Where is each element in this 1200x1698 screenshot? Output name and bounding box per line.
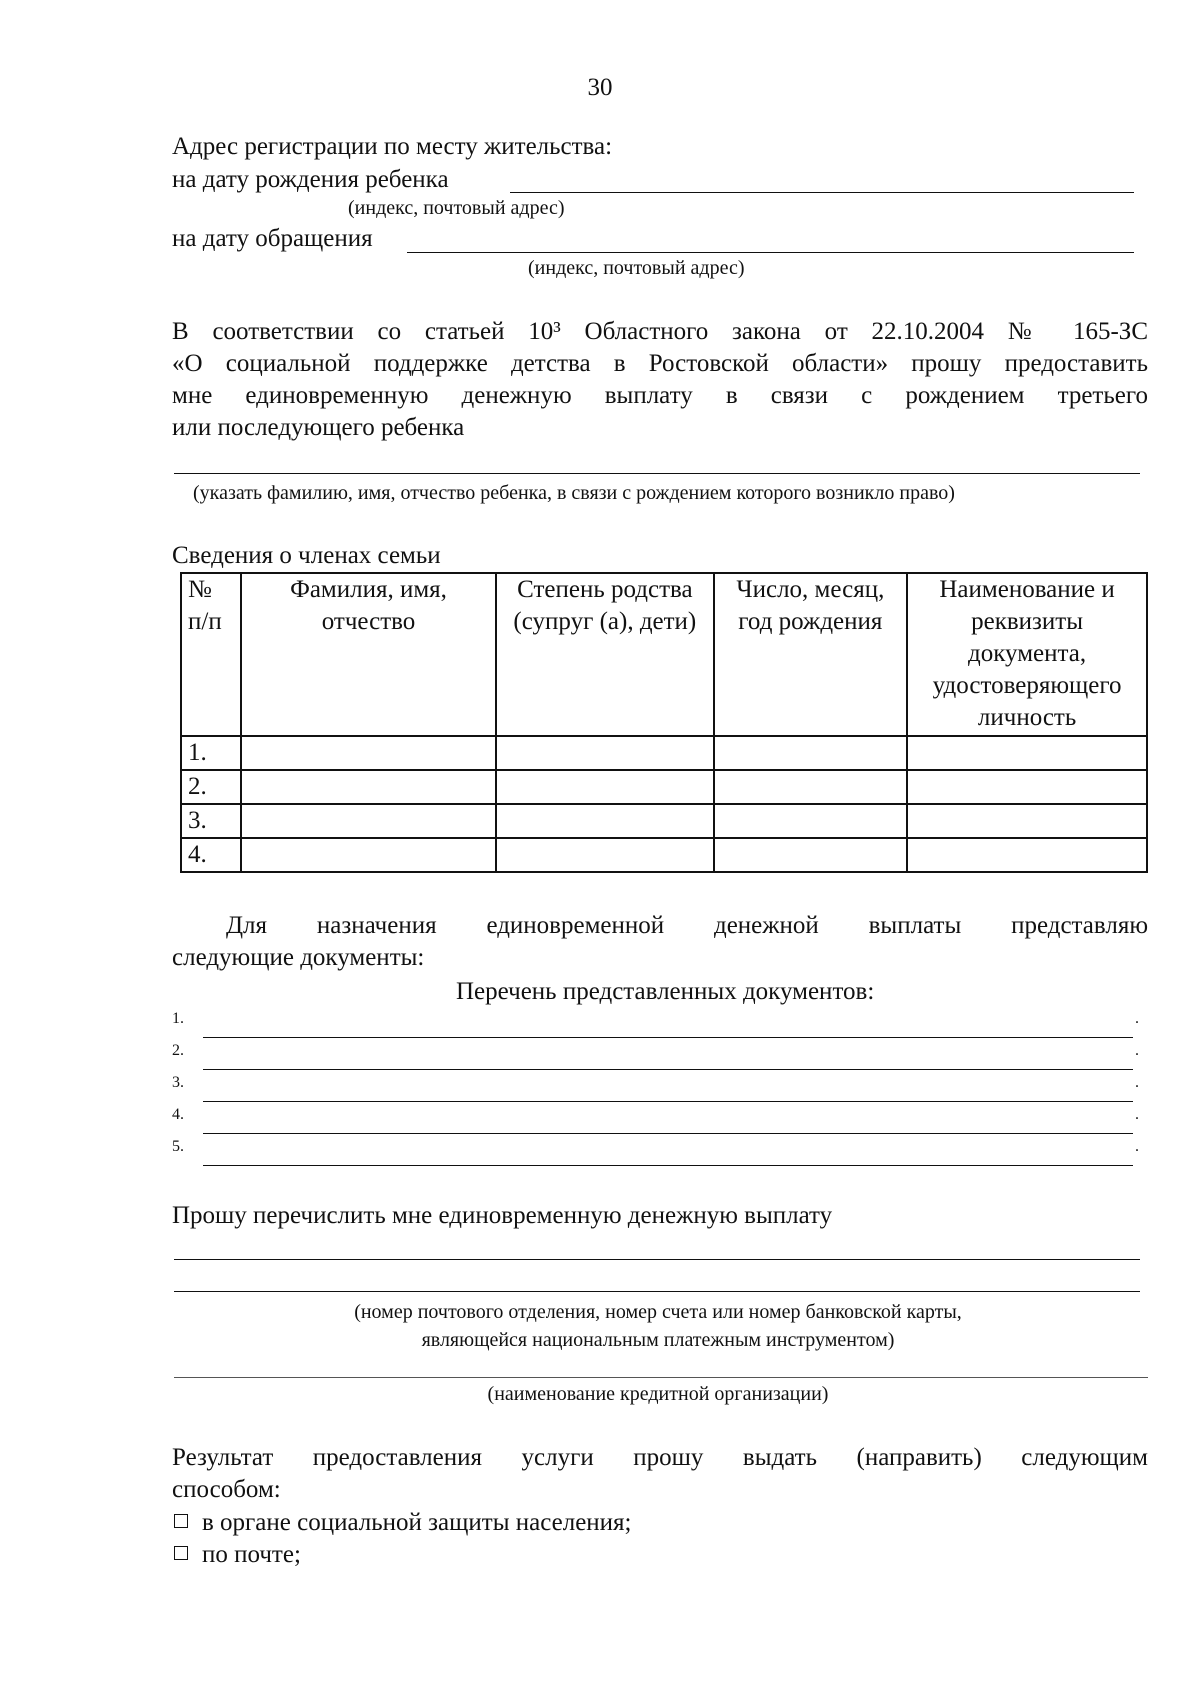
list-item <box>172 1106 1172 1138</box>
child-name-field[interactable] <box>174 473 1140 474</box>
row-number: 3. <box>181 804 241 838</box>
document-item-number: 3. <box>172 1074 184 1091</box>
request-line-3: мне единовременную денежную выплату в связи с рождением третьего <box>172 382 1148 409</box>
payment-caption-line-1: (номер почтового отделения, номер счета или номер банковской карты, <box>354 1301 962 1323</box>
cell-birth-date[interactable] <box>714 736 908 770</box>
cell-birth-date[interactable] <box>714 770 908 804</box>
table-row <box>181 770 1147 804</box>
result-line-2: способом: <box>172 1476 281 1503</box>
cell-relationship[interactable] <box>496 838 713 872</box>
address-birth-field[interactable] <box>510 192 1134 193</box>
checkbox-icon[interactable] <box>174 1546 188 1560</box>
document-item-number: 4. <box>172 1106 184 1123</box>
col-number: № п/п <box>181 573 241 736</box>
payment-account-field[interactable] <box>174 1259 1140 1260</box>
option-by-mail[interactable] <box>174 1539 301 1571</box>
table-row <box>181 804 1147 838</box>
cell-id-document[interactable] <box>907 838 1147 872</box>
document-item-number: 1. <box>172 1010 184 1027</box>
list-item <box>172 1074 1172 1106</box>
request-line-2: «О социальной поддержке детства в Ростовской области» прошу предоставить <box>172 350 1148 377</box>
payment-heading: Прошу перечислить мне единовременную денежную выплату <box>172 1202 833 1229</box>
document-item-end: . <box>1135 1010 1139 1027</box>
cell-id-document[interactable] <box>907 770 1147 804</box>
documents-list-title: Перечень представленных документов: <box>456 978 875 1005</box>
row-number: 4. <box>181 838 241 872</box>
cell-relationship[interactable] <box>496 804 713 838</box>
cell-relationship[interactable] <box>496 736 713 770</box>
col-full-name: Фамилия, имя, отчество <box>241 573 496 736</box>
address-birth-label: на дату рождения ребенка <box>172 166 449 193</box>
checkbox-icon[interactable] <box>174 1514 188 1528</box>
row-number: 2. <box>181 770 241 804</box>
address-heading: Адрес регистрации по месту жительства: <box>172 133 613 160</box>
col-relationship: Степень родства (супруг (а), дети) <box>496 573 713 736</box>
table-row <box>181 838 1147 872</box>
bank-name-field[interactable] <box>174 1377 1148 1378</box>
documents-intro-line-2: следующие документы: <box>172 944 425 971</box>
cell-birth-date[interactable] <box>714 838 908 872</box>
bank-name-caption: (наименование кредитной организации) <box>487 1383 829 1405</box>
document-item-end: . <box>1135 1074 1139 1091</box>
document-item-number: 5. <box>172 1138 184 1155</box>
cell-birth-date[interactable] <box>714 804 908 838</box>
list-item <box>172 1042 1172 1074</box>
option-label: по почте; <box>202 1541 301 1568</box>
cell-full-name[interactable] <box>241 804 496 838</box>
payment-account-field-2[interactable] <box>174 1291 1140 1292</box>
result-line-1: Результат предоставления услуги прошу выдать (направить) следующим <box>172 1444 1148 1471</box>
col-id-document: Наименование и реквизиты документа, удостоверяющего личность <box>907 573 1147 736</box>
cell-full-name[interactable] <box>241 838 496 872</box>
cell-id-document[interactable] <box>907 736 1147 770</box>
cell-relationship[interactable] <box>496 770 713 804</box>
page-number: 30 <box>587 74 613 101</box>
family-table <box>180 572 1148 873</box>
payment-caption-line-2: являющейся национальным платежным инструментом) <box>421 1329 895 1351</box>
row-number: 1. <box>181 736 241 770</box>
documents-intro-line-1: Для назначения единовременной денежной выплаты представляю <box>226 912 1148 939</box>
family-table-header <box>181 573 1147 736</box>
list-item <box>172 1010 1172 1042</box>
document-item-field[interactable] <box>203 1133 1133 1134</box>
document-item-end: . <box>1135 1106 1139 1123</box>
list-item <box>172 1138 1172 1170</box>
address-appeal-field[interactable] <box>407 252 1134 253</box>
document-item-field[interactable] <box>203 1101 1133 1102</box>
family-heading: Сведения о членах семьи <box>172 542 441 569</box>
cell-id-document[interactable] <box>907 804 1147 838</box>
document-item-end: . <box>1135 1042 1139 1059</box>
child-name-caption: (указать фамилию, имя, отчество ребенка, в связи с рождением которого возникло право) <box>193 482 955 504</box>
address-appeal-caption: (индекс, почтовый адрес) <box>528 257 745 279</box>
option-label: в органе социальной защиты населения; <box>202 1509 632 1536</box>
request-line-4: или последующего ребенка <box>172 414 465 441</box>
document-item-field[interactable] <box>203 1037 1133 1038</box>
document-item-field[interactable] <box>203 1069 1133 1070</box>
document-item-field[interactable] <box>203 1165 1133 1166</box>
address-birth-caption: (индекс, почтовый адрес) <box>348 197 565 219</box>
document-item-end: . <box>1135 1138 1139 1155</box>
table-row <box>181 736 1147 770</box>
option-social-protection[interactable] <box>174 1507 632 1539</box>
document-item-number: 2. <box>172 1042 184 1059</box>
col-birth-date: Число, месяц, год рождения <box>714 573 908 736</box>
cell-full-name[interactable] <box>241 736 496 770</box>
cell-full-name[interactable] <box>241 770 496 804</box>
request-line-1: В соответствии со статьей 10³ Областного закона от 22.10.2004 № 165-ЗС <box>172 318 1148 345</box>
address-appeal-label: на дату обращения <box>172 225 373 252</box>
